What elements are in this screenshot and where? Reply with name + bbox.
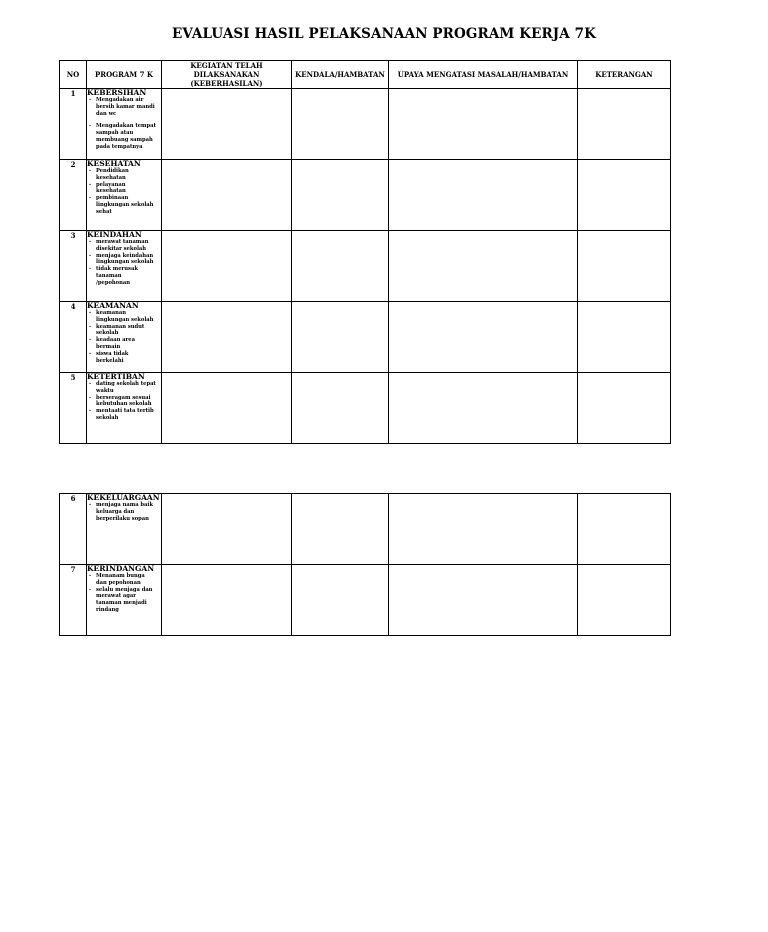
bullet-dash: - [89,381,92,387]
table-body-page-1 [60,89,671,444]
program-item-text: Mengadakan tempat sampah atau membuang sampah pada tempatnya [96,123,156,150]
program-cell [87,89,162,160]
table-row [60,231,671,302]
program-item-list [87,573,161,614]
program-item-text: pembinaan lingkungan sekolah sehat [96,195,154,215]
program-item-text: tidak merusak tanaman /pepohonan [96,266,138,286]
bullet-dash: - [89,408,92,415]
program-item [87,182,156,196]
kendala-cell [292,565,389,636]
table-row [60,89,671,160]
program-item [87,587,156,614]
upaya-cell [389,89,578,160]
program-item-text: mentaati tata tertib sekolah [96,408,154,421]
kendala-cell [292,160,389,231]
program-item [87,324,156,338]
program-item [87,123,156,150]
row-number: 5 [60,373,87,444]
row-number: 2 [60,160,87,231]
upaya-cell [389,373,578,444]
row-number: 1 [60,89,87,160]
program-name: KERINDANGAN [87,564,155,573]
kegiatan-cell [162,231,292,302]
kendala-cell [292,231,389,302]
program-item [87,239,156,253]
bullet-dash: - [89,266,92,273]
header-kegiatan [162,61,292,89]
program-name: KEINDAHAN [87,230,142,239]
evaluation-table-page-1 [59,60,671,444]
program-item-text: merawat tanaman disekitar sekolah [96,239,149,252]
table-body-page-2 [60,494,671,636]
kendala-cell [292,89,389,160]
header-program: PROGRAM 7 K [87,61,162,89]
keterangan-cell [578,373,671,444]
header-kegiatan-line1: KEGIATAN TELAH DILAKSANAKAN [190,61,263,79]
bullet-dash: - [89,337,92,344]
program-item-text: Mengadakan air bersih kamar mandi dan wc [96,97,155,117]
keterangan-cell [578,302,671,373]
upaya-cell [389,231,578,302]
program-item-text: siswa tidak berkelahi [96,350,129,364]
program-item [87,573,156,587]
program-item-text: keamanan lingkungan sekolah [96,310,154,323]
program-item [87,168,156,182]
program-item [87,97,156,117]
keterangan-cell [578,89,671,160]
kegiatan-cell [162,160,292,231]
bullet-dash: - [89,123,92,130]
program-cell [87,231,162,302]
kegiatan-cell [162,302,292,373]
program-item [87,253,156,267]
table-row [60,302,671,373]
program-name: KEBERSIHAN [87,88,147,97]
bullet-dash: - [89,252,92,259]
program-cell [87,373,162,444]
program-cell [87,160,162,231]
program-item-text: menjaga nama baik keluarga dan berperilaku sopan [96,502,153,522]
program-name: KESEHATAN [87,159,141,168]
program-item-text: pelayanan kesehatan [96,181,126,195]
kendala-cell [292,494,389,565]
program-item-text: Pendidikan kesehatan [96,168,129,181]
bullet-dash: - [89,394,92,401]
keterangan-cell [578,231,671,302]
upaya-cell [389,160,578,231]
bullet-dash: - [89,168,92,174]
bullet-dash: - [89,586,92,593]
program-item-text: keamanan sudut sekolah [96,323,145,337]
program-item [87,502,156,522]
header-upaya: UPAYA MENGATASI MASALAH/HAMBATAN [389,61,578,89]
program-item [87,195,156,215]
kegiatan-cell [162,494,292,565]
keterangan-cell [578,494,671,565]
bullet-dash: - [89,239,92,245]
kendala-cell [292,302,389,373]
kegiatan-cell [162,89,292,160]
header-keterangan: KETERANGAN [578,61,671,89]
evaluation-table-page-2 [59,493,671,636]
program-item [87,310,156,324]
bullet-dash: - [89,573,92,579]
row-number: 6 [60,494,87,565]
program-item-text: berseragam sesuai kebutuhan sekolah [96,394,152,408]
program-item-text: keadaan area bermain [96,337,135,350]
program-cell [87,494,162,565]
row-number: 7 [60,565,87,636]
program-item-list [87,502,161,522]
program-item [87,337,156,351]
program-cell [87,565,162,636]
program-item-text: selalu menjaga dan merawat agar tanaman menjadi rindang [96,586,153,613]
table-row [60,565,671,636]
upaya-cell [389,302,578,373]
bullet-dash: - [89,97,92,103]
table-row [60,160,671,231]
bullet-dash: - [89,323,92,330]
program-item [87,381,156,395]
kegiatan-cell [162,373,292,444]
program-item-text: dating sekolah tepat waktu [96,381,156,394]
bullet-dash: - [89,502,92,508]
row-number: 3 [60,231,87,302]
header-no: NO [60,61,87,89]
program-name: KEKELUARGAAN [87,493,160,502]
program-name: KETERTIBAN [87,372,145,381]
program-item-list [87,168,161,216]
kegiatan-cell [162,565,292,636]
header-kegiatan-line2: (KEBERHASILAN) [190,79,263,88]
keterangan-cell [578,565,671,636]
program-item-list [87,97,161,151]
upaya-cell [389,565,578,636]
program-item [87,395,156,409]
table-row [60,494,671,565]
program-item [87,351,156,365]
table-header-row [60,61,671,89]
header-kendala: KENDALA/HAMBATAN [292,61,389,89]
program-item-text: Menanam bunga dan pepohonan [96,573,145,586]
program-item-text: menjaga keindahan lingkungan sekolah [96,252,154,266]
program-item-list [87,310,161,364]
program-item-list [87,239,161,287]
kendala-cell [292,373,389,444]
program-item-list [87,381,161,422]
keterangan-cell [578,160,671,231]
program-item [87,266,156,286]
document-title: EVALUASI HASIL PELAKSANAAN PROGRAM KERJA 7K [172,26,596,42]
program-name: KEAMANAN [87,301,139,310]
bullet-dash: - [89,181,92,188]
upaya-cell [389,494,578,565]
table-row [60,373,671,444]
program-item [87,408,156,422]
program-cell [87,302,162,373]
bullet-dash: - [89,350,92,357]
bullet-dash: - [89,310,92,316]
bullet-dash: - [89,195,92,202]
row-number: 4 [60,302,87,373]
